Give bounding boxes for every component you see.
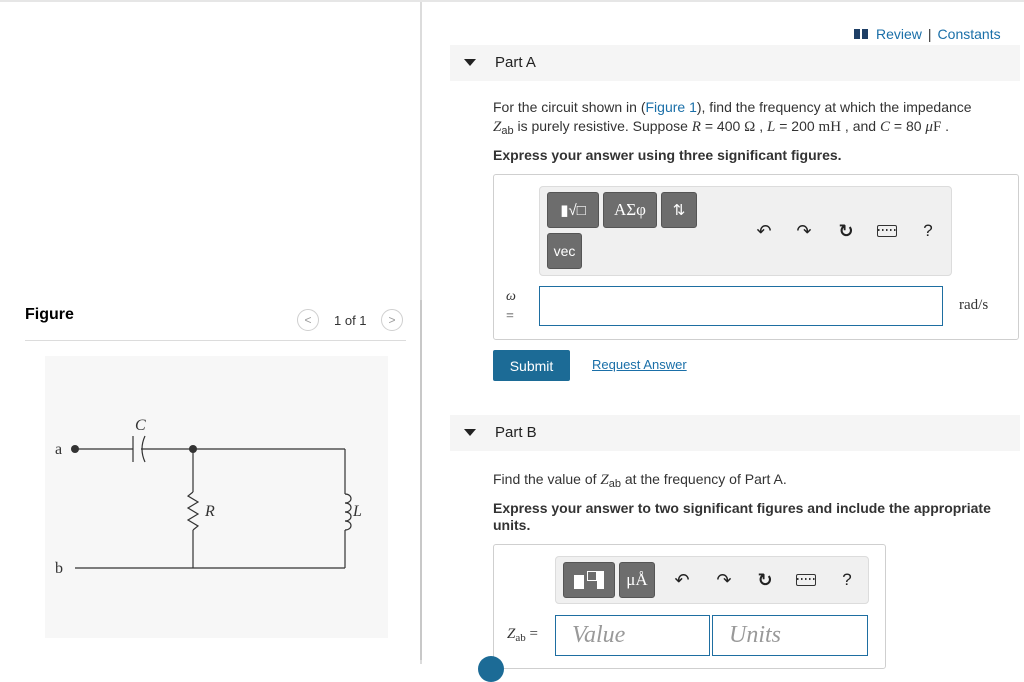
terminal-a-dot	[71, 445, 79, 453]
part-a-question	[493, 98, 1023, 138]
part-a-instruction: Express your answer using three significant figures.	[493, 147, 842, 163]
chevron-left-icon: <	[304, 313, 312, 327]
r-value: = 400	[700, 118, 745, 134]
part-a-toolbar	[539, 186, 952, 276]
top-border	[0, 0, 1024, 2]
zab-label	[507, 626, 538, 643]
q-text: For the circuit shown in (	[493, 99, 646, 115]
submit-button[interactable]: Submit	[493, 350, 570, 381]
z-subscript: ab	[501, 125, 514, 137]
floating-action-button[interactable]	[478, 656, 504, 682]
chevron-right-icon: >	[388, 313, 396, 327]
l-symbol: L	[767, 119, 776, 135]
q-text: ,	[755, 118, 767, 134]
omega-label: ω	[506, 289, 516, 304]
units-input[interactable]: Units	[712, 615, 868, 656]
caret-down-icon	[464, 59, 476, 66]
arrows-button[interactable]	[661, 192, 697, 228]
help-label: ?	[923, 221, 933, 240]
circuit-diagram	[45, 356, 388, 638]
review-link[interactable]: Review	[876, 26, 922, 42]
equals-label: =	[506, 309, 514, 324]
greek-icon: ΑΣφ	[614, 200, 646, 219]
part-b-toolbar	[555, 556, 869, 604]
greek-symbols-button[interactable]	[603, 192, 657, 228]
vec-button[interactable]	[547, 233, 582, 269]
q-text: is purely resistive. Suppose	[513, 118, 692, 134]
r-symbol: R	[691, 119, 701, 135]
inductor-coil	[345, 494, 351, 530]
junction-dot	[189, 445, 197, 453]
constants-link[interactable]: Constants	[937, 26, 1001, 42]
resistor-zigzag	[188, 492, 198, 530]
part-a-header[interactable]	[450, 45, 1020, 81]
help-label: ?	[842, 570, 852, 589]
figure-divider	[25, 340, 406, 341]
part-a-title: Part A	[495, 54, 536, 71]
figure-title: Figure	[25, 306, 74, 323]
help-icon[interactable]	[917, 220, 939, 242]
c-symbol: C	[879, 119, 890, 135]
z-symbol: Z	[493, 119, 502, 135]
label-l: L	[353, 503, 362, 520]
value-input[interactable]: Value	[555, 615, 710, 656]
c-unit: F	[932, 119, 942, 135]
q-text: at the frequency of Part A.	[621, 471, 787, 487]
prev-figure-button[interactable]	[297, 309, 319, 331]
z-symbol: Z	[600, 472, 609, 488]
fraction-template-button[interactable]	[563, 562, 615, 598]
undo-icon[interactable]: ↶	[674, 569, 690, 590]
c-value: = 80	[889, 118, 926, 134]
label-c: C	[135, 417, 146, 434]
figure-link[interactable]: Figure 1	[645, 99, 697, 115]
review-constants-links	[854, 26, 1001, 42]
undo-icon[interactable]: ↶	[756, 220, 772, 241]
c-unit-prefix: μ	[925, 119, 933, 135]
label-r: R	[205, 503, 215, 520]
units-button[interactable]	[619, 562, 655, 598]
keyboard-icon[interactable]	[877, 225, 897, 237]
label-a: a	[55, 441, 63, 458]
omega-answer-input[interactable]	[539, 286, 943, 326]
circuit-figure	[45, 356, 388, 638]
next-figure-button[interactable]	[381, 309, 403, 331]
q-text: , and	[841, 118, 880, 134]
part-b-question	[493, 470, 787, 491]
part-a-answer-box	[493, 174, 1019, 340]
l-unit: mH	[818, 119, 842, 135]
l-value: = 200	[775, 118, 819, 134]
pane-divider-handle[interactable]	[420, 300, 422, 660]
redo-icon[interactable]: ↷	[796, 220, 812, 241]
redo-icon[interactable]: ↷	[716, 569, 732, 590]
label-b: b	[55, 560, 63, 577]
figure-pager-count: 1 of 1	[334, 313, 367, 328]
reset-icon[interactable]: ↻	[757, 569, 773, 590]
equals-label: =	[525, 626, 538, 642]
unit-label: rad/s	[959, 297, 989, 313]
arrows-icon: ⇅	[672, 202, 686, 219]
part-b-header[interactable]	[450, 415, 1020, 451]
help-icon[interactable]	[836, 569, 858, 591]
zab-subscript: ab	[515, 632, 526, 644]
book-icon	[854, 29, 868, 39]
vec-label: vec	[553, 243, 576, 259]
r-unit: Ω	[744, 119, 756, 135]
z-subscript: ab	[608, 478, 621, 490]
part-b-instruction: Express your answer to two significant figures and include the appropriate units.	[493, 500, 991, 533]
zab-symbol: Z	[507, 626, 516, 642]
part-b-answer-box	[493, 544, 886, 669]
templates-button[interactable]	[547, 192, 599, 228]
fraction-template-icon	[574, 569, 604, 591]
q-text: .	[941, 118, 950, 134]
request-answer-link[interactable]: Request Answer	[592, 357, 687, 372]
link-separator: |	[927, 26, 932, 42]
caret-down-icon	[464, 429, 476, 436]
templates-icon: ▮√□	[560, 202, 586, 219]
q-text: Find the value of	[493, 471, 601, 487]
part-b-title: Part B	[495, 424, 537, 441]
reset-icon[interactable]: ↻	[838, 220, 854, 241]
units-icon: μÅ	[626, 570, 648, 589]
q-text: ), find the frequency at which the impedance	[696, 99, 972, 115]
keyboard-icon[interactable]	[796, 574, 816, 586]
